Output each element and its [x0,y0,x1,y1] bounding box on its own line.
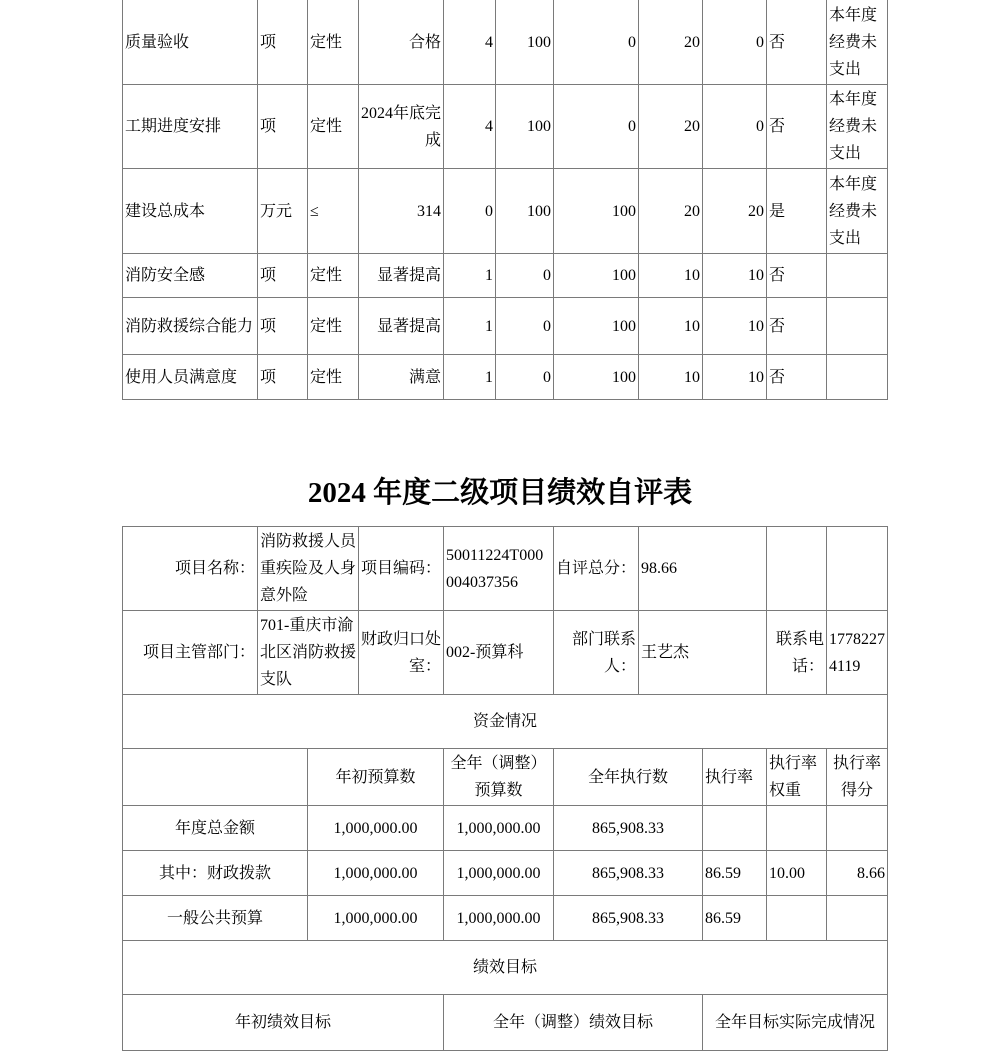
column-header: 年初绩效目标 [123,995,444,1051]
contact-value: 王艺杰 [639,611,767,695]
table-row [123,896,888,941]
section-row [123,941,888,995]
table-cell [827,896,888,941]
table-cell: 满意 [359,355,444,400]
table-row [123,851,888,896]
table-cell: 86.59 [703,896,767,941]
table-cell [703,806,767,851]
table-cell: 100 [554,298,639,355]
table-cell: 定性 [308,85,359,169]
table-row [123,355,888,400]
table-cell [827,254,888,298]
table-cell: 314 [359,169,444,254]
table-cell: 项 [258,85,308,169]
table-cell: 否 [767,0,827,85]
table-cell: 865,908.33 [554,896,703,941]
table-cell: 质量验收 [123,0,258,85]
indicator-table [122,0,888,400]
table-cell: 1 [444,355,496,400]
table-cell: 年度总金额 [123,806,308,851]
table-cell: 0 [554,0,639,85]
table-cell: 0 [496,254,554,298]
table-cell: 0 [703,0,767,85]
project-info-row [123,611,888,695]
table-cell: ≤ [308,169,359,254]
table-row [123,254,888,298]
table-cell: 1,000,000.00 [308,851,444,896]
field-label: 自评总分： [554,527,639,611]
table-cell: 865,908.33 [554,851,703,896]
table-cell: 10 [639,355,703,400]
table-cell: 100 [496,85,554,169]
table-cell: 定性 [308,254,359,298]
table-cell: 0 [703,85,767,169]
table-cell: 一般公共预算 [123,896,308,941]
project-name-value: 消防救援人员重疾险及人身意外险 [258,527,359,611]
table-cell: 项 [258,254,308,298]
table-cell: 10 [703,298,767,355]
table-cell: 100 [554,254,639,298]
table-cell: 20 [639,169,703,254]
table-cell: 2024年底完成 [359,85,444,169]
table-cell: 其中：财政拨款 [123,851,308,896]
section-heading: 绩效目标 [123,941,888,995]
table-cell: 万元 [258,169,308,254]
table-cell: 1,000,000.00 [444,806,554,851]
table-cell: 20 [703,169,767,254]
table-cell: 显著提高 [359,254,444,298]
self-evaluation-table [122,526,888,1051]
table-cell: 20 [639,0,703,85]
table-row [123,0,888,85]
column-header: 年初预算数 [308,749,444,806]
table-cell: 否 [767,254,827,298]
table-cell: 8.66 [827,851,888,896]
table-cell [767,806,827,851]
table-cell: 1 [444,298,496,355]
table-cell: 合格 [359,0,444,85]
field-label: 部门联系人： [554,611,639,695]
table-cell: 86.59 [703,851,767,896]
header-row [123,995,888,1051]
table-cell: 使用人员满意度 [123,355,258,400]
section-heading: 资金情况 [123,695,888,749]
table-cell: 10 [639,254,703,298]
project-code-value: 50011224T000004037356 [444,527,554,611]
table-cell: 项 [258,298,308,355]
table-cell: 100 [554,169,639,254]
table-cell: 建设总成本 [123,169,258,254]
table-row [123,85,888,169]
table-cell: 0 [496,298,554,355]
table-cell: 定性 [308,355,359,400]
table-cell: 10 [703,254,767,298]
table-cell: 4 [444,0,496,85]
table-cell [767,527,827,611]
table-row [123,806,888,851]
table-cell: 本年度经费未支出 [827,85,888,169]
table-cell: 1,000,000.00 [444,851,554,896]
table-cell: 项 [258,355,308,400]
table-cell: 否 [767,85,827,169]
field-label: 项目名称： [123,527,258,611]
project-info-row [123,527,888,611]
table-cell: 项 [258,0,308,85]
table-cell: 865,908.33 [554,806,703,851]
table-cell [827,298,888,355]
column-header: 全年（调整）绩效目标 [444,995,703,1051]
table-row [123,298,888,355]
table-cell: 定性 [308,298,359,355]
field-label: 项目编码： [359,527,444,611]
column-header: 执行率得分 [827,749,888,806]
table-cell: 20 [639,85,703,169]
table-cell: 10 [639,298,703,355]
table-cell: 本年度经费未支出 [827,169,888,254]
table-cell: 显著提高 [359,298,444,355]
table-cell: 否 [767,298,827,355]
table-cell: 否 [767,355,827,400]
table-cell [827,527,888,611]
section-row [123,695,888,749]
table-cell: 1,000,000.00 [308,896,444,941]
table-cell: 1,000,000.00 [444,896,554,941]
table-cell: 工期进度安排 [123,85,258,169]
column-header: 全年执行数 [554,749,703,806]
table-cell: 10 [703,355,767,400]
header-row [123,749,888,806]
column-header [123,749,308,806]
dept-value: 701-重庆市渝北区消防救援支队 [258,611,359,695]
column-header: 执行率 [703,749,767,806]
table-cell: 1 [444,254,496,298]
table-cell: 10.00 [767,851,827,896]
office-value: 002-预算科 [444,611,554,695]
table-cell: 100 [554,355,639,400]
table-cell: 消防救援综合能力 [123,298,258,355]
table-cell: 100 [496,169,554,254]
column-header: 全年（调整）预算数 [444,749,554,806]
table-cell: 定性 [308,0,359,85]
phone-value: 17782274119 [827,611,888,695]
score-value: 98.66 [639,527,767,611]
column-header: 执行率权重 [767,749,827,806]
table-cell: 4 [444,85,496,169]
field-label: 项目主管部门： [123,611,258,695]
table-cell: 0 [444,169,496,254]
table-cell [827,806,888,851]
table-cell [827,355,888,400]
table-cell: 是 [767,169,827,254]
column-header: 全年目标实际完成情况 [703,995,888,1051]
table-cell: 1,000,000.00 [308,806,444,851]
table-cell: 0 [554,85,639,169]
table-row [123,169,888,254]
table-cell: 本年度经费未支出 [827,0,888,85]
table-cell: 消防安全感 [123,254,258,298]
field-label: 财政归口处室： [359,611,444,695]
table-cell: 0 [496,355,554,400]
table-cell: 100 [496,0,554,85]
field-label: 联系电话： [767,611,827,695]
page-title: 2024 年度二级项目绩效自评表 [307,477,693,509]
table-cell [767,896,827,941]
